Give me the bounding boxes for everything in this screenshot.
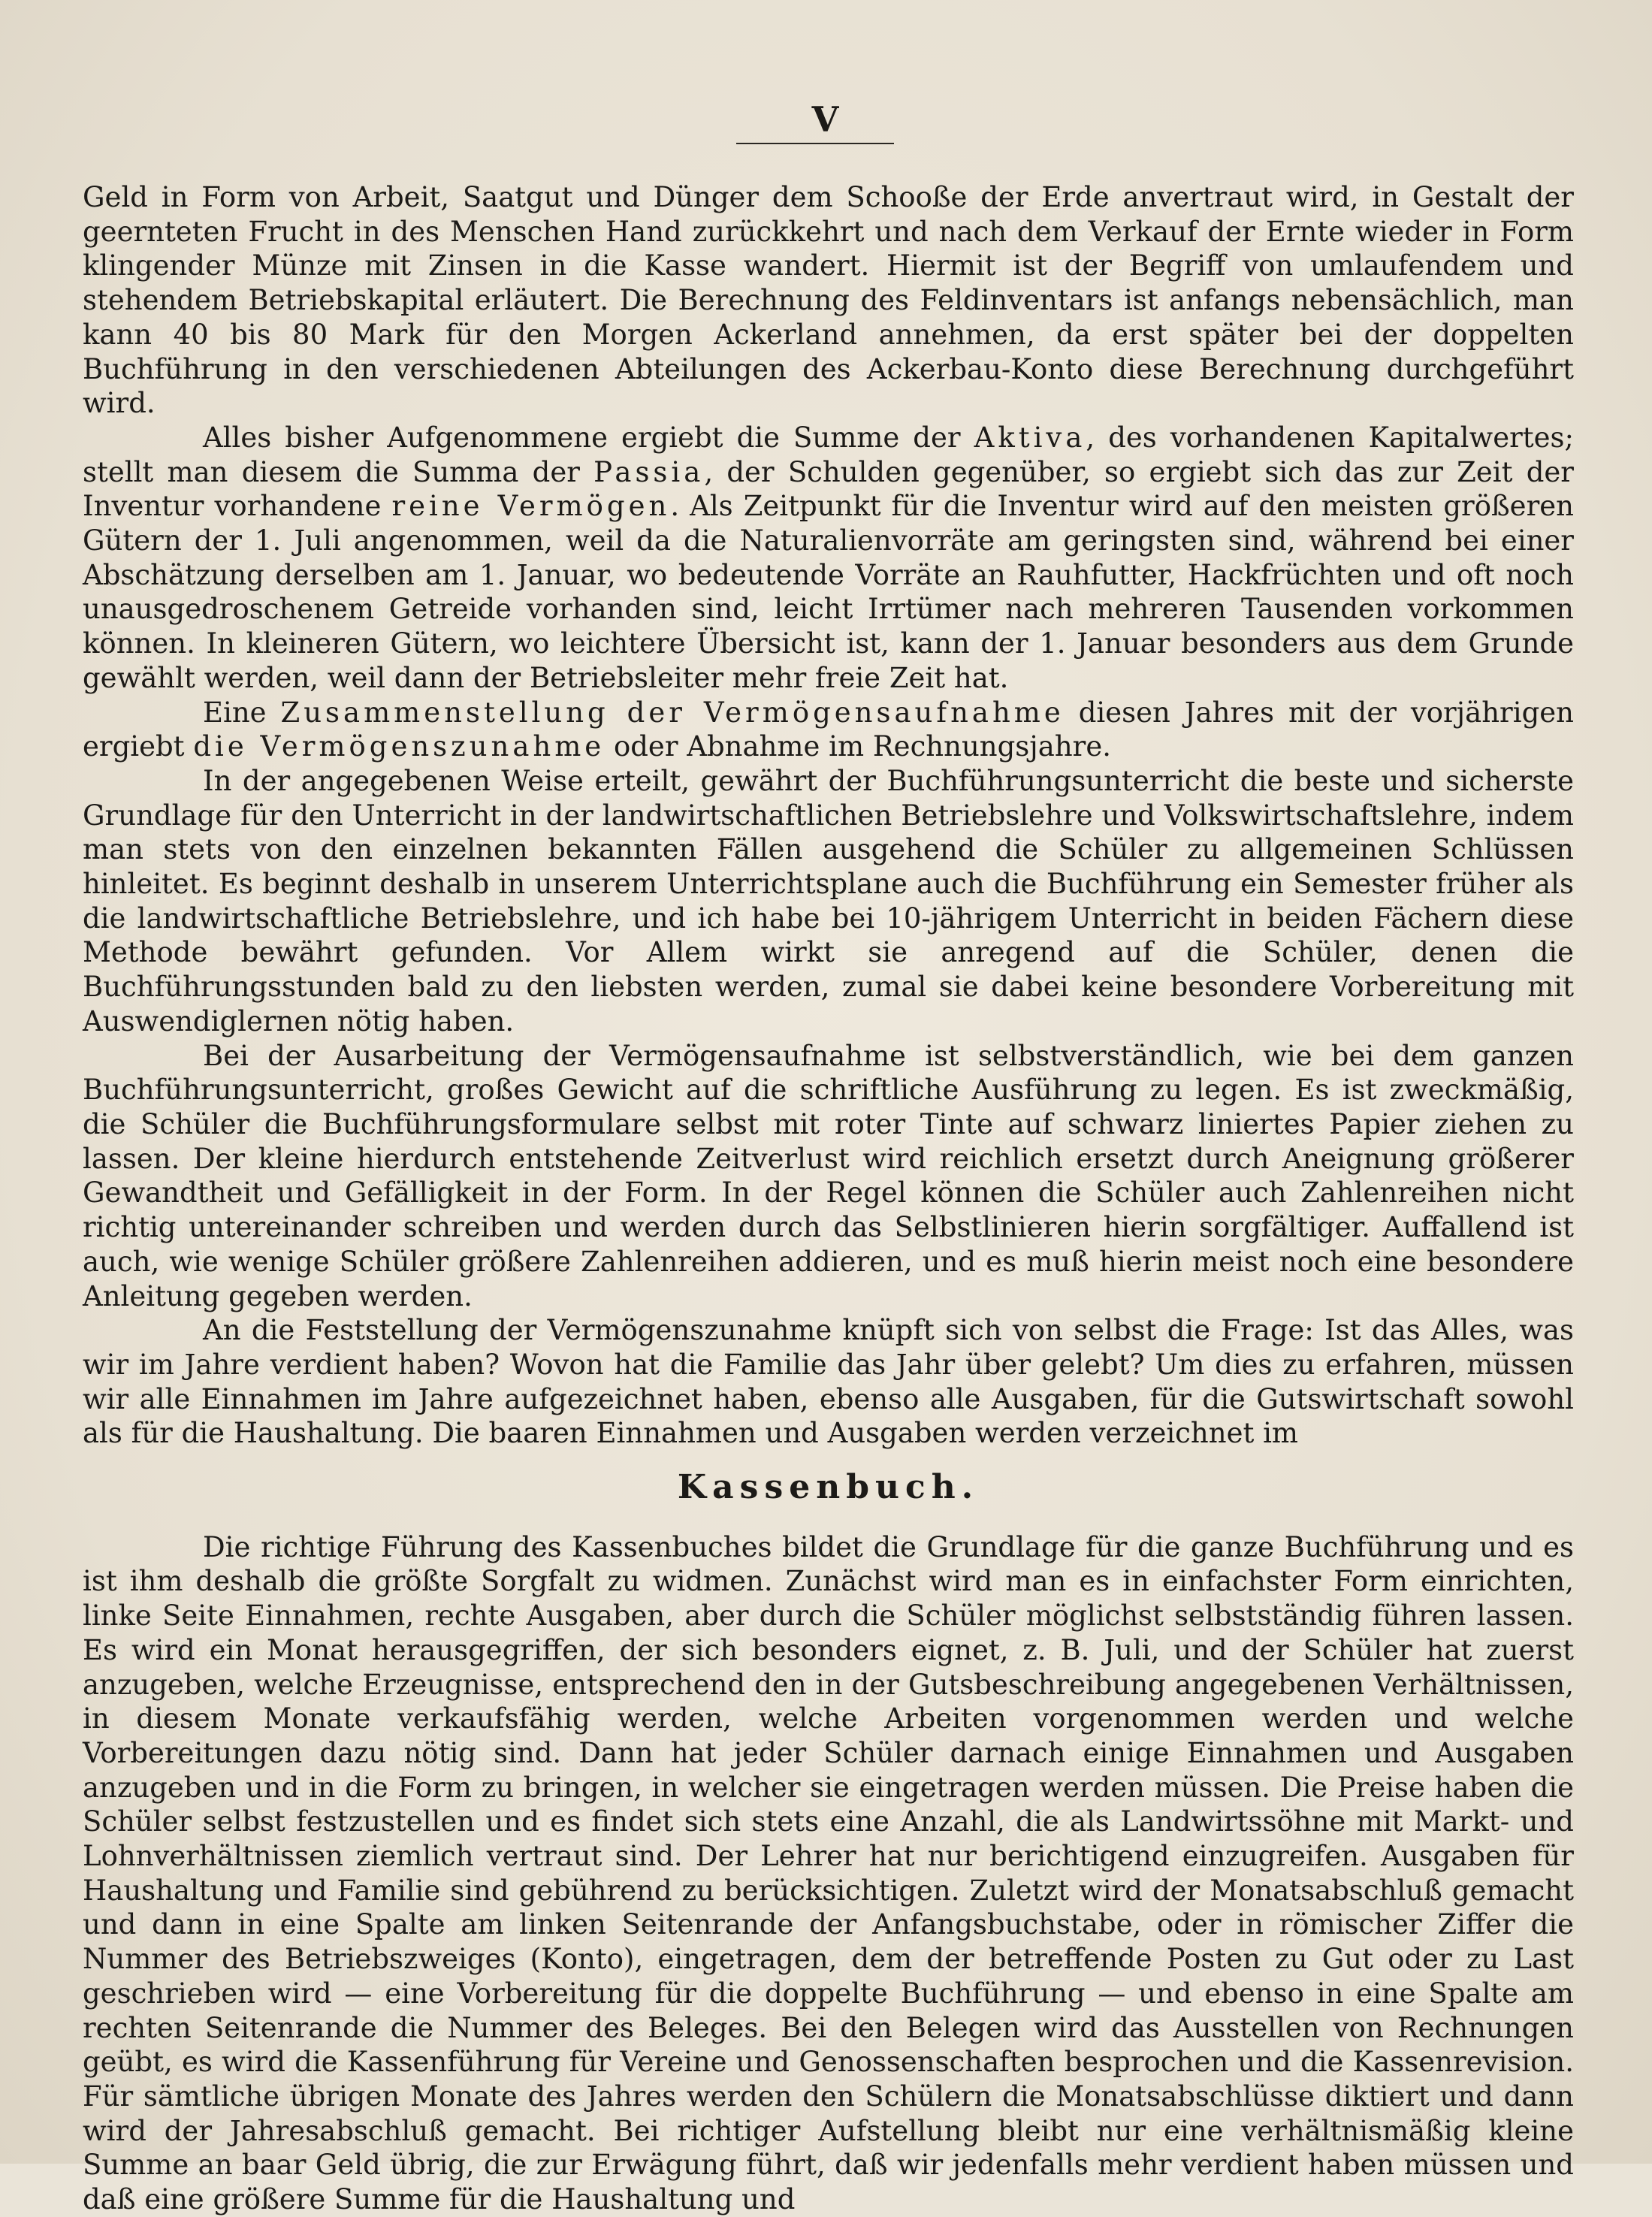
paragraph-3-part-e: oder Abnahme im Rechnungsjahre.	[605, 730, 1111, 763]
paragraph-3-part-c: diesen Jahres mit der vorjährigen ergiebt	[83, 696, 1574, 763]
body-text	[83, 180, 1574, 2217]
section-heading-kassenbuch: Kassenbuch.	[677, 1468, 980, 1507]
term-aktiva: Aktiva	[974, 421, 1086, 454]
term-zusammenstellung: Zusammenstellung der Vermögensaufnahme	[280, 696, 1065, 729]
paragraph-4: In der angegebenen Weise erteilt, gewährt der Buchführungsunterricht die beste und sicherste Grundlage für den Unterricht in der landwirtschaftlichen Betriebslehre und Volkswirtschaftslehre, indem man stets von den einzelnen bekannten Fällen ausgehend die Schüler zu allgemeinen Schlüssen hinleitet. Es beginnt deshalb in unserem Unterrichtsplane auch die Buchführung ein Semester früher als die landwirtschaftliche Betriebslehre, und ich habe bei 10-jährigem Unterricht in beiden Fächern diese Methode bewährt gefunden. Vor Allem wirkt sie anregend auf die Schüler, denen die Buchführungsstunden bald zu den liebsten werden, zumal sie dabei keine besondere Vorbereitung mit Auswendiglernen nötig haben.	[83, 764, 1574, 1038]
paragraph-2-part-a: Alles bisher Aufgenommene ergiebt die Summe der	[203, 421, 974, 454]
term-passia: Passia	[593, 455, 705, 488]
page-number: V	[811, 99, 841, 140]
paragraph-2-part-e: , der Schulden gegenüber, so ergiebt sich das zur Zeit der Inventur vorhandene	[83, 455, 1574, 523]
paragraph-3	[83, 696, 1574, 764]
paragraph-2-part-g: . Als Zeitpunkt für die Inventur wird auf den meisten größeren Gütern der 1. Juli angenommen, weil da die Naturalienvorräte am geringsten sind, während bei einer Abschätzung derselben am 1. Januar, wo bedeutende Vorräte an Rauhfutter, Hackfrüchten und oft noch unausgedroschenem Getreide vorhanden sind, leicht Irrtümer nach mehreren Tausenden vorkommen können. In kleineren Gütern, wo leichtere Übersicht ist, kann der 1. Januar besonders aus dem Grunde gewählt werden, weil dann der Betriebsleiter mehr freie Zeit hat.	[83, 490, 1574, 694]
header-rule	[736, 143, 894, 144]
paragraph-5: Bei der Ausarbeitung der Vermögensaufnahme ist selbstverständlich, wie bei dem ganzen Buchführungsunterricht, großes Gewicht auf die schriftliche Ausführung zu legen. Es ist zweckmäßig, die Schüler die Buchführungsformulare selbst mit roter Tinte auf schwarz liniertes Papier ziehen zu lassen. Der kleine hierdurch entstehende Zeitverlust wird reichlich ersetzt durch Aneignung größerer Gewandtheit und Gefälligkeit in der Form. In der Regel können die Schüler auch Zahlenreihen nicht richtig untereinander schreiben und werden durch das Selbstlinieren hierin sorgfältiger. Auffallend ist auch, wie wenige Schüler größere Zahlenreihen addieren, und es muß hierin meist noch eine besondere Anleitung gegeben werden.	[83, 1039, 1574, 1312]
term-vermoegenszunahme: die Vermögenszunahme	[193, 730, 606, 763]
paragraph-2-part-c: , des vorhandenen Kapitalwertes; stellt man diesem die Summa der	[83, 421, 1574, 488]
paragraph-2	[83, 421, 1574, 696]
term-reine-vermoegen: reine Vermögen	[391, 490, 671, 523]
paragraph-3-part-a: Eine	[203, 696, 281, 729]
paragraph-6: An die Feststellung der Vermögenszunahme knüpft sich von selbst die Frage: Ist das Alles, was wir im Jahre verdient haben? Wovon hat die Familie das Jahr über gelebt? Um dies zu erfahren, müssen wir alle Einnahmen im Jahre aufgezeichnet haben, ebenso alle Ausgaben, für die Gutswirtschaft sowohl als für die Haushaltung. Die baaren Einnahmen und Ausgaben werden verzeichnet im	[83, 1314, 1574, 1450]
paragraph-7: Die richtige Führung des Kassenbuches bildet die Grundlage für die ganze Buchführung und es ist ihm deshalb die größte Sorgfalt zu widmen. Zunächst wird man es in einfachster Form einrichten, linke Seite Einnahmen, rechte Ausgaben, aber durch die Schüler möglichst selbstständig führen lassen. Es wird ein Monat herausgegriffen, der sich besonders eignet, z. B. Juli, und der Schüler hat zuerst anzugeben, welche Erzeugnisse, entsprechend den in der Gutsbeschreibung angegebenen Verhältnissen, in diesem Monate verkaufsfähig werden, welche Arbeiten vorgenommen werden und welche Vorbereitungen dazu nötig sind. Dann hat jeder Schüler darnach einige Einnahmen und Ausgaben anzugeben und in die Form zu bringen, in welcher sie eingetragen werden müssen. Die Preise haben die Schüler selbst festzustellen und es findet sich stets eine Anzahl, die als Landwirtssöhne mit Markt- und Lohnverhältnissen ziemlich vertraut sind. Der Lehrer hat nur berichtigend einzugreifen. Ausgaben für Haushaltung und Familie sind gebührend zu berücksichtigen. Zuletzt wird der Monatsabschluß gemacht und dann in eine Spalte am linken Seitenrande der Anfangsbuchstabe, oder in römischer Ziffer die Nummer des Betriebszweiges (Konto), eingetragen, dem der betreffende Posten zu Gut oder zu Last geschrieben wird — eine Vorbereitung für die doppelte Buchführung — und ebenso in eine Spalte am rechten Seitenrande die Nummer des Beleges. Bei den Belegen wird das Ausstellen von Rechnungen geübt, es wird die Kassenführung für Vereine und Genossenschaften besprochen und die Kassenrevision. Für sämtliche übrigen Monate des Jahres werden den Schülern die Monatsabschlüsse diktiert und dann wird der Jahresabschluß gemacht. Bei richtiger Aufstellung bleibt nur eine verhältnismäßig kleine Summe an baar Geld übrig, die zur Erwägung führt, daß wir jedenfalls mehr verdient haben müssen und daß eine größere Summe für die Haushaltung und	[83, 1530, 1574, 2216]
paragraph-1: Geld in Form von Arbeit, Saatgut und Dünger dem Schooße der Erde anvertraut wird, in Gestalt der geernteten Frucht in des Menschen Hand zurückkehrt und nach dem Verkauf der Ernte wieder in Form klingender Münze mit Zinsen in die Kasse wandert. Hiermit ist der Begriff von umlaufendem und stehendem Betriebskapital erläutert. Die Berechnung des Feldinventars ist anfangs nebensächlich, man kann 40 bis 80 Mark für den Morgen Ackerland annehmen, da erst später bei der doppelten Buchführung in den verschiedenen Abteilungen des Ackerbau-Konto diese Berechnung durchgeführt wird.	[83, 181, 1574, 420]
